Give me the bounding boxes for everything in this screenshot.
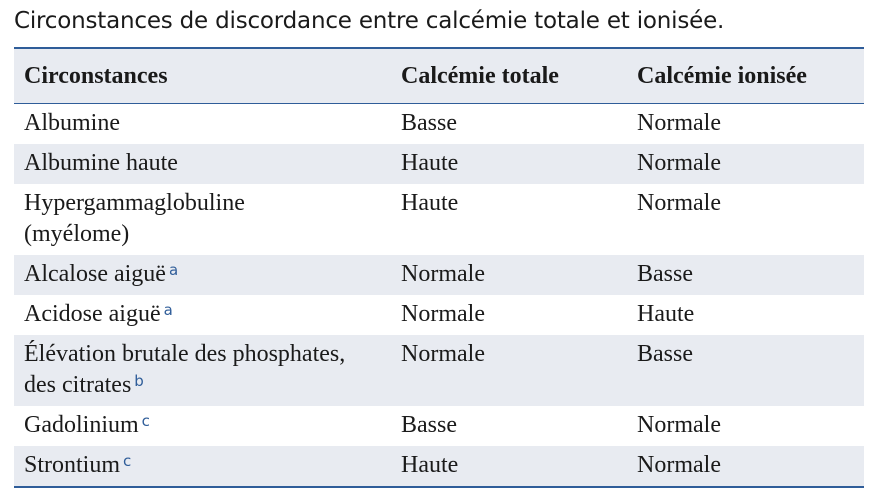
table-row [14,406,864,446]
ionized-calcium-cell: Haute [637,301,695,327]
total-calcium-cell: Normale [401,261,485,287]
header-ionized-calcium: Calcémie ionisée [627,48,864,104]
header-circumstances: Circonstances [14,48,391,104]
table-row [14,295,864,335]
ionized-calcium-cell: Basse [637,261,693,287]
circumstance-cell [14,255,391,295]
circumstance-text: Élévation brutale des phosphates, des citrates [24,341,346,398]
header-total-calcium: Calcémie totale [391,48,627,104]
circumstance-text: Alcalose aiguë [24,261,166,287]
circumstance-cell [14,184,391,255]
total-calcium-cell: Haute [391,446,627,487]
ionized-calcium-cell: Normale [637,412,721,438]
discordance-table [14,47,864,488]
total-calcium-cell: Haute [401,190,459,216]
table-row [14,335,864,406]
ionized-calcium-cell: Normale [637,150,721,176]
circumstance-text: Albumine [24,110,120,136]
table-row [14,255,864,295]
footnote-marker: c [123,452,132,470]
ionized-calcium-cell: Normale [637,110,721,136]
circumstance-cell [14,144,391,184]
ionized-calcium-cell: Normale [637,190,721,216]
circumstance-cell [14,335,391,406]
circumstance-text: Strontium [24,452,121,478]
circumstance-text: Gadolinium [24,412,139,438]
circumstance-text: Albumine haute [24,150,178,176]
table-row [14,446,864,487]
table-caption: Circonstances de discordance entre calcémie totale et ionisée. [14,8,725,34]
circumstance-cell [14,295,391,335]
table-row [14,104,864,145]
footnote-marker: a [168,261,179,279]
circumstance-cell [14,406,391,446]
total-calcium-cell: Haute [401,150,459,176]
total-calcium-cell: Normale [401,341,485,367]
total-calcium-cell: Basse [401,412,457,438]
table-row [14,184,864,255]
circumstance-cell [14,104,391,145]
footnote-marker: c [141,412,150,430]
circumstance-cell [14,446,391,487]
total-calcium-cell: Basse [401,110,457,136]
footnote-marker: a [163,301,173,319]
table-row [14,144,864,184]
circumstance-text: Acidose aiguë [24,301,161,327]
ionized-calcium-cell: Normale [627,446,864,487]
total-calcium-cell: Normale [401,301,485,327]
table-header-row [14,48,864,104]
ionized-calcium-cell: Basse [637,341,693,367]
circumstance-text: Hypergammaglobuline (myélome) [24,190,245,247]
footnote-marker: b [134,372,144,390]
